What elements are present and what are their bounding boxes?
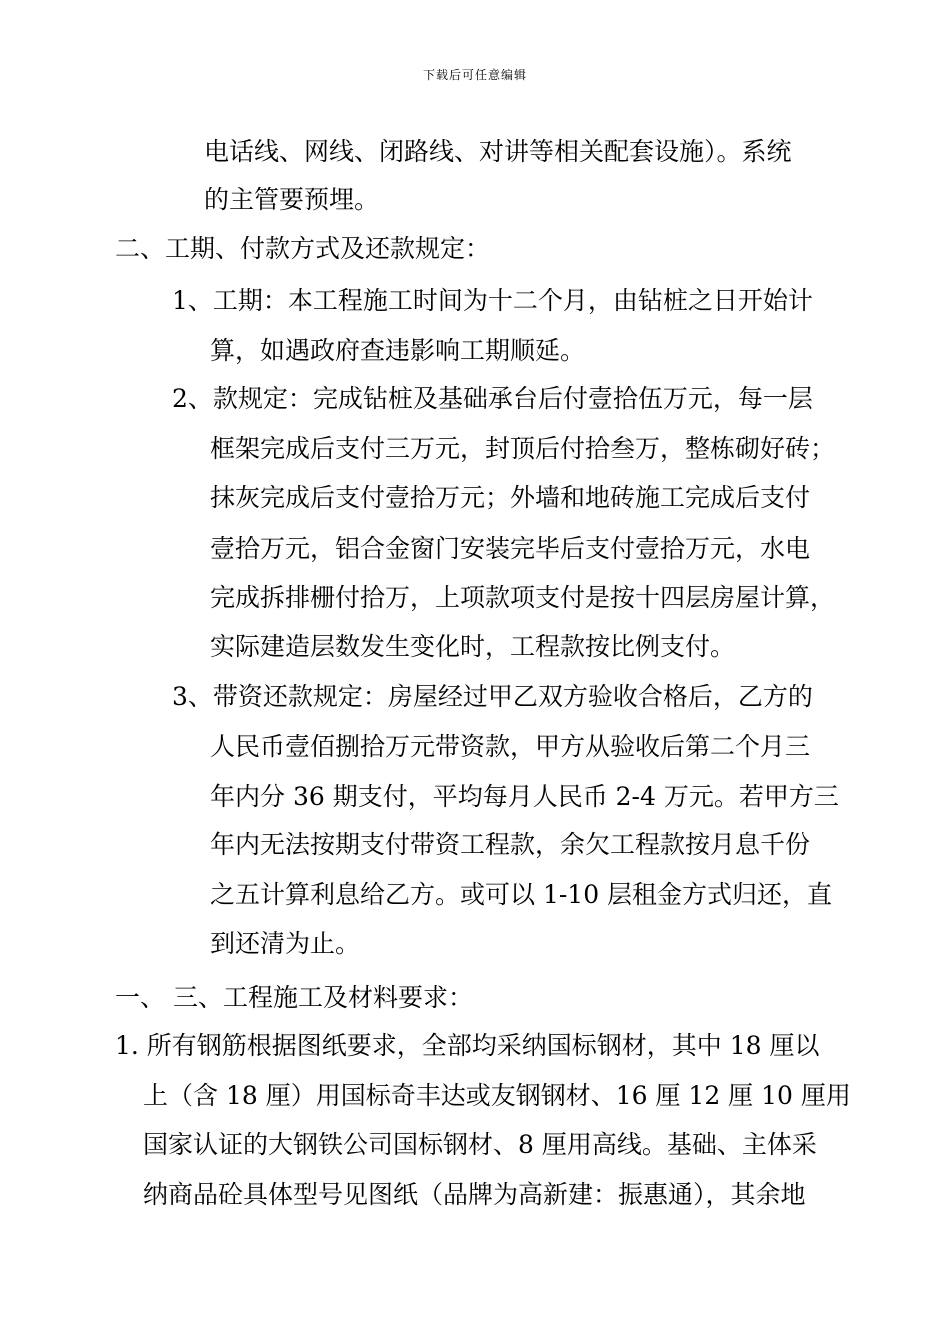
text-line: 人民币壹佰捌拾万元带资款，甲方从验收后第二个月三: [210, 732, 811, 761]
text-line: 完成拆排栅付拾万，上项款项支付是按十四层房屋计算，: [210, 583, 836, 612]
text-line: 抹灰完成后支付壹拾万元；外墙和地砖施工完成后支付: [210, 483, 811, 512]
text-line: 年内分 36 期支付，平均每月人民币 2-4 万元。若甲方三: [210, 782, 839, 811]
text-line: 的主管要预埋。: [204, 185, 380, 214]
text-line: 算，如遇政府查违影响工期顺延。: [210, 336, 586, 365]
text-line: 1、工期：本工程施工时间为十二个月，由钻桩之日开始计: [172, 286, 813, 315]
page-header: 下载后可任意编辑: [422, 68, 527, 82]
text-line: 到还清为止。: [210, 929, 361, 958]
text-line: 框架完成后支付三万元，封顶后付拾叁万，整栋砌好砖；: [210, 434, 836, 463]
text-line: 电话线、网线、闭路线、对讲等相关配套设施）。系统: [204, 137, 792, 166]
text-line: 年内无法按期支付带资工程款，余欠工程款按月息千份: [210, 830, 811, 859]
text-line: 国家认证的大钢铁公司国标钢材、8 厘用高线。基础、主体采: [143, 1130, 817, 1159]
text-line: 2、款规定：完成钻桩及基础承台后付壹拾伍万元，每一层: [172, 384, 813, 413]
text-line: 纳商品砼具体型号见图纸（品牌为高新建：振惠通），其余地: [143, 1180, 806, 1209]
text-line: 3、带资还款规定：房屋经过甲乙双方验收合格后，乙方的: [172, 682, 813, 711]
section-heading: 二、工期、付款方式及还款规定：: [115, 234, 491, 263]
text-line: 实际建造层数发生变化时，工程款按比例支付。: [210, 632, 736, 661]
text-line: 1. 所有钢筋根据图纸要求，全部均采纳国标钢材，其中 18 厘以: [115, 1031, 820, 1060]
text-line: 上（含 18 厘）用国标奇丰达或友钢钢材、16 厘 12 厘 10 厘用: [143, 1081, 851, 1110]
text-line: 壹拾万元，铝合金窗门安装完毕后支付壹拾万元，水电: [210, 534, 811, 563]
text-line: 之五计算利息给乙方。或可以 1-10 层租金方式归还，直: [210, 880, 833, 909]
section-heading: 一、 三、工程施工及材料要求：: [115, 983, 473, 1012]
